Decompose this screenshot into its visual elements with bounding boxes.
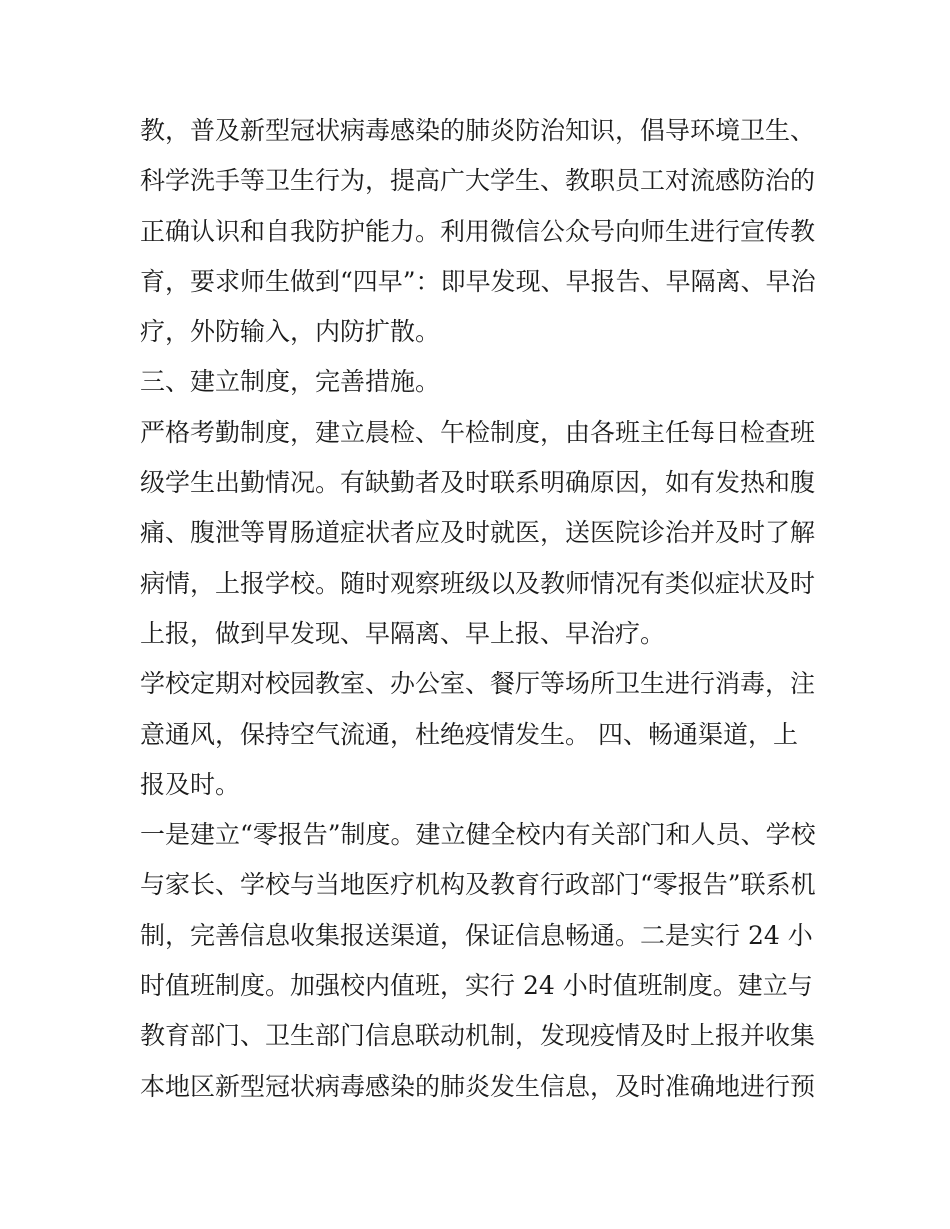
text-line: 时值班制度。加强校内值班，实行 24 小时值班制度。建立与 xyxy=(140,971,813,1001)
text-line: 严格考勤制度，建立晨检、午检制度，由各班主任每日检查班 xyxy=(140,417,816,447)
text-line: 疗，外防输入，内防扩散。 xyxy=(140,317,441,347)
text-line: 一是建立“零报告”制度。建立健全校内有关部门和人员、学校 xyxy=(140,820,816,850)
body-text xyxy=(140,106,820,1112)
text-line: 上报，做到早发现、早隔离、早上报、早治疗。 xyxy=(140,618,666,648)
text-line: 报及时。 xyxy=(140,769,241,799)
text-line: 制，完善信息收集报送渠道，保证信息畅通。二是实行 24 小 xyxy=(140,920,813,950)
text-line: 本地区新型冠状病毒感染的肺炎发生信息，及时准确地进行预 xyxy=(140,1071,816,1101)
text-line: 教育部门、卫生部门信息联动机制，发现疫情及时上报并收集 xyxy=(140,1021,816,1051)
text-line: 学校定期对校园教室、办公室、餐厅等场所卫生进行消毒，注 xyxy=(140,669,816,699)
text-line: 与家长、学校与当地医疗机构及教育行政部门“零报告”联系机 xyxy=(140,870,816,900)
text-line: 痛、腹泄等胃肠道症状者应及时就医，送医院诊治并及时了解 xyxy=(140,518,816,548)
text-line: 正确认识和自我防护能力。利用微信公众号向师生进行宣传教 xyxy=(140,216,816,246)
section-heading: 三、建立制度，完善措施。 xyxy=(140,367,441,397)
text-line: 育，要求师生做到“四早”：即早发现、早报告、早隔离、早治 xyxy=(140,266,816,296)
text-line: 意通风，保持空气流通，杜绝疫情发生。 四、畅通渠道，上 xyxy=(140,719,798,749)
text-line: 科学洗手等卫生行为，提高广大学生、教职员工对流感防治的 xyxy=(140,166,816,196)
text-line: 病情，上报学校。随时观察班级以及教师情况有类似症状及时 xyxy=(140,568,816,598)
text-line: 教，普及新型冠状病毒感染的肺炎防治知识，倡导环境卫生、 xyxy=(140,116,816,145)
text-line: 级学生出勤情况。有缺勤者及时联系明确原因，如有发热和腹 xyxy=(140,468,816,498)
